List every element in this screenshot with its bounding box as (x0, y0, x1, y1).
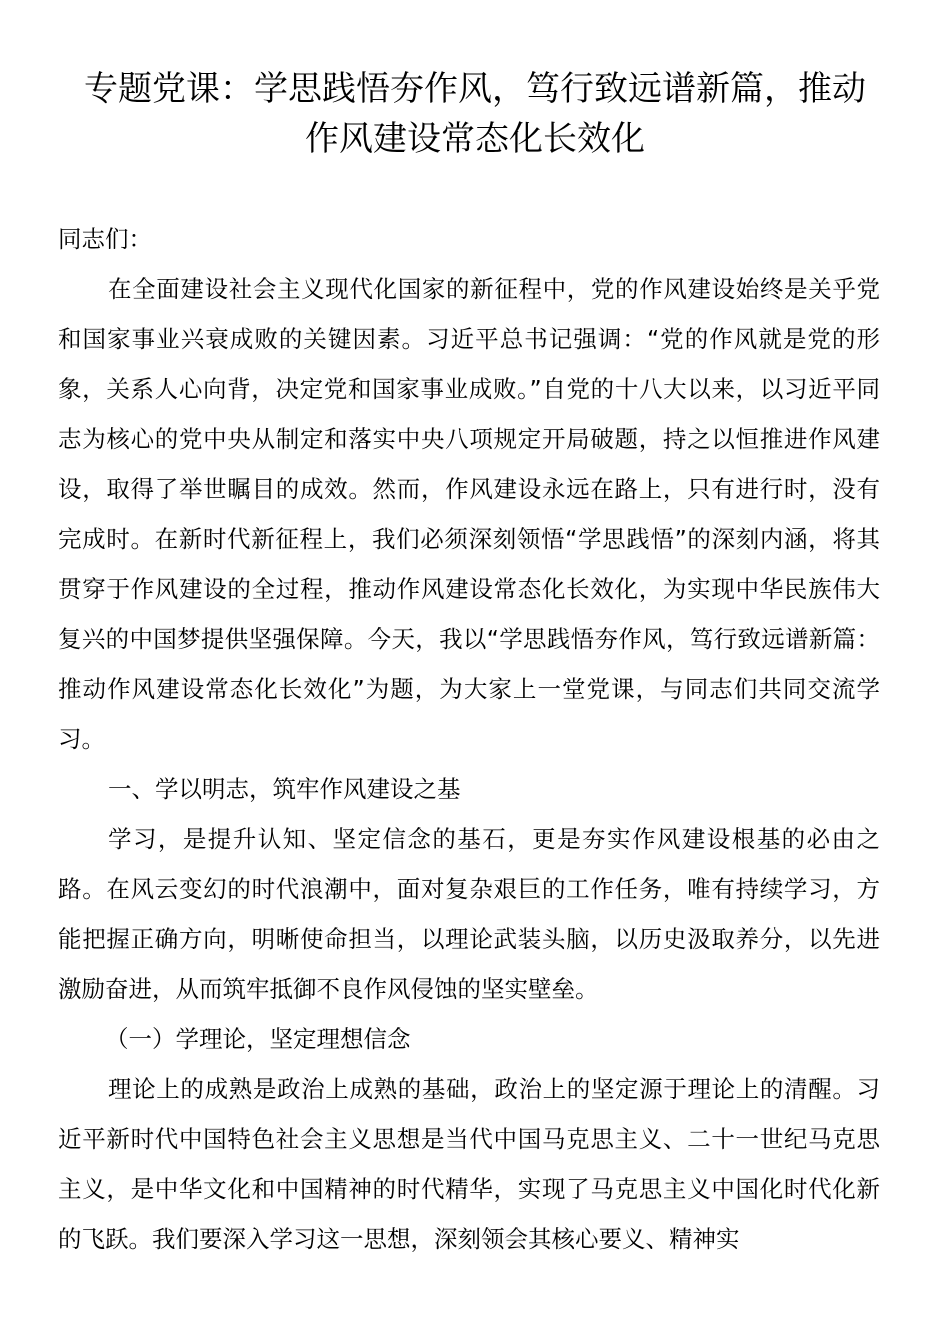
section-heading-1: 一、学以明志，筑牢作风建设之基 (108, 775, 461, 803)
title-line-1: 专题党课：学思践悟夯作风，笃行致远谱新篇，推动 (84, 69, 866, 109)
section-1-paragraph: 学习，是提升认知、坚定信念的基石，更是夯实作风建设根基的必由之路。在风云变幻的时代浪潮中，面对复杂艰巨的工作任务，唯有持续学习，方能把握正确方向，明晰使命担当，以理论武装头脑，以历史汲取养分，以先进激励奋进，从而筑牢抵御不良作风侵蚀的坚实壁垒。 (58, 825, 880, 1003)
salutation: 同志们： (58, 225, 152, 253)
subsection-heading-1: （一）学理论，坚定理想信念 (105, 1025, 411, 1053)
subsection-1-paragraph: 理论上的成熟是政治上成熟的基础，政治上的坚定源于理论上的清醒。习近平新时代中国特色社会主义思想是当代中国马克思主义、二十一世纪马克思主义，是中华文化和中国精神的时代精华，实现了马克思主义中国化时代化新的飞跃。我们要深入学习这一思想，深刻领会其核心要义、精神实 (58, 1075, 880, 1253)
title-line-2: 作风建设常态化长效化 (305, 119, 645, 159)
document-title (50, 64, 900, 164)
document-body (58, 214, 880, 1264)
intro-paragraph: 在全面建设社会主义现代化国家的新征程中，党的作风建设始终是关乎党和国家事业兴衰成败的关键因素。习近平总书记强调：“党的作风就是党的形象，关系人心向背，决定党和国家事业成败。”自党的十八大以来，以习近平同志为核心的党中央从制定和落实中央八项规定开局破题，持之以恒推进作风建设，取得了举世瞩目的成效。然而，作风建设永远在路上，只有进行时，没有完成时。在新时代新征程上，我们必须深刻领悟“学思践悟”的深刻内涵，将其贯穿于作风建设的全过程，推动作风建设常态化长效化，为实现中华民族伟大复兴的中国梦提供坚强保障。今天，我以“学思践悟夯作风，笃行致远谱新篇：推动作风建设常态化长效化”为题，为大家上一堂党课，与同志们共同交流学习。 (58, 275, 880, 753)
